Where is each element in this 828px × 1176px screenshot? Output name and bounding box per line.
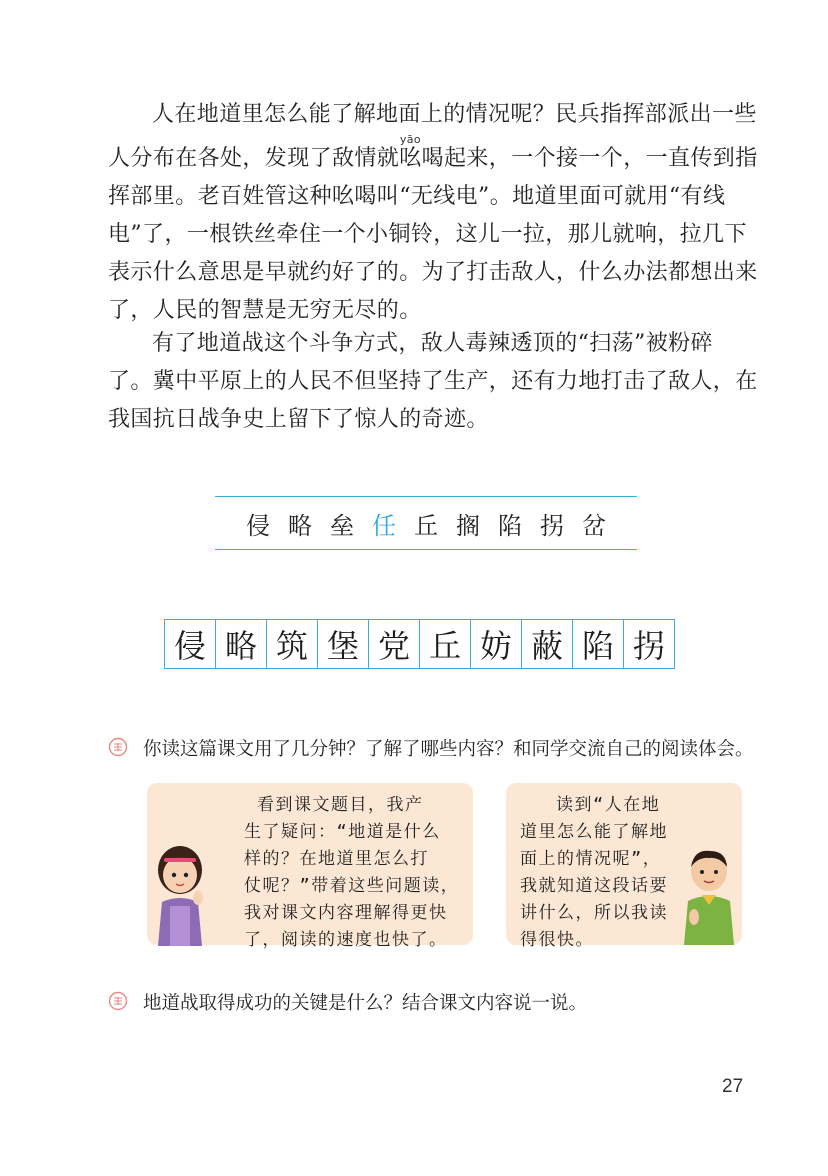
write-char: 拐 bbox=[623, 620, 674, 668]
read-char: 侵 bbox=[246, 511, 270, 540]
read-char-highlighted: 任 bbox=[372, 511, 396, 540]
read-char: 岔 bbox=[582, 511, 606, 540]
boy-speech-text: 读到“人在地 道里怎么能了解地 面上的情况呢”， 我就知道这段话要 讲什么，所以我读 得很快。 bbox=[520, 795, 668, 950]
pinyin: yāo bbox=[399, 133, 422, 146]
write-char: 堡 bbox=[317, 620, 368, 668]
read-char: 略 bbox=[288, 511, 312, 540]
paragraph-2 bbox=[108, 325, 758, 439]
exercise-seal-icon bbox=[108, 991, 128, 1011]
write-char: 筑 bbox=[266, 620, 317, 668]
read-char: 陷 bbox=[498, 511, 522, 540]
write-char: 蔽 bbox=[521, 620, 572, 668]
write-char: 丘 bbox=[419, 620, 470, 668]
ruby-annotation: 吆yāo bbox=[399, 133, 422, 171]
p2-line-1: 有了地道战这个斗争方式，敌人毒辣透顶的“扫荡”被粉碎 bbox=[152, 331, 713, 356]
write-characters-grid bbox=[164, 619, 675, 669]
write-char: 略 bbox=[215, 620, 266, 668]
exercise-seal-icon bbox=[108, 737, 128, 757]
boy-illustration-icon bbox=[680, 845, 738, 945]
question-1: 你读这篇课文用了几分钟？了解了哪些内容？和同学交流自己的阅读体会。 bbox=[143, 739, 754, 760]
p1-line-2b: 喝起来，一个接一个，一直传到指 bbox=[421, 146, 758, 171]
write-char: 侵 bbox=[173, 627, 206, 665]
girl-illustration-icon bbox=[150, 840, 212, 946]
write-char: 陷 bbox=[572, 620, 623, 668]
p1-line-6: 了，人民的智慧是无穷无尽的。 bbox=[108, 298, 422, 323]
p1-line-3: 挥部里。老百姓管这种吆喝叫“无线电”。地道里面可就用“有线 bbox=[108, 184, 726, 209]
read-char: 丘 bbox=[414, 511, 438, 540]
p1-line-1: 人在地道里怎么能了解地面上的情况呢？民兵指挥部派出一些 bbox=[152, 102, 757, 127]
page-number: 27 bbox=[722, 1076, 744, 1097]
p1-line-4: 电”了，一根铁丝牵住一个小铜铃，这儿一拉，那儿就响，拉几下 bbox=[108, 222, 747, 247]
write-char: 党 bbox=[368, 620, 419, 668]
p1-line-2a: 人分布在各处，发现了敌情就 bbox=[108, 146, 400, 171]
p1-line-5: 表示什么意思是早就约好了的。为了打击敌人，什么办法都想出来 bbox=[108, 260, 758, 285]
p2-line-2: 了。冀中平原上的人民不但坚持了生产，还有力地打击了敌人，在 bbox=[108, 369, 758, 394]
girl-speech-text: 看到课文题目，我产 生了疑问：“地道是什么 样的？在地道里怎么打 仗呢？”带着这些问题读， 我对课文内容理解得更快 了，阅读的速度也快了。 bbox=[244, 795, 460, 950]
read-char: 拐 bbox=[540, 511, 564, 540]
read-char: 搁 bbox=[456, 511, 480, 540]
paragraph-1 bbox=[108, 96, 758, 330]
read-char: 垒 bbox=[330, 511, 354, 540]
p2-line-3: 我国抗日战争史上留下了惊人的奇迹。 bbox=[108, 407, 489, 432]
recognize-characters-box bbox=[215, 496, 637, 550]
question-2: 地道战取得成功的关键是什么？结合课文内容说一说。 bbox=[143, 993, 588, 1014]
write-char: 妨 bbox=[470, 620, 521, 668]
